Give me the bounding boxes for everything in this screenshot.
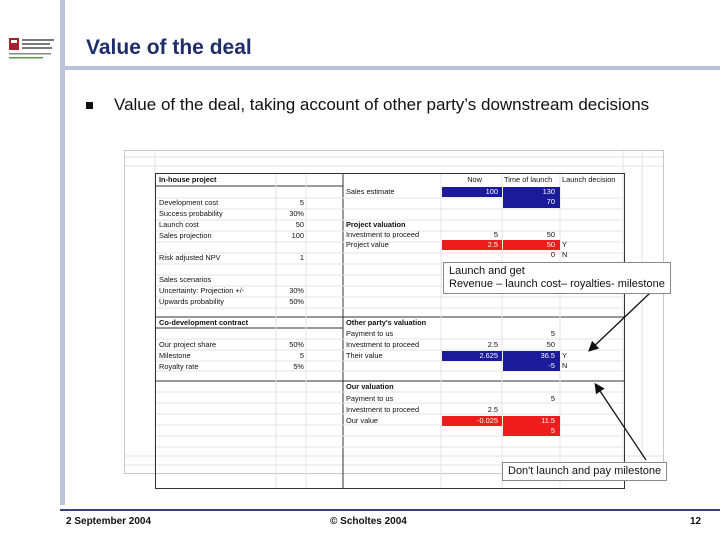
- sales-estimate-up: 130: [542, 187, 555, 196]
- project-value-label: Project value: [346, 240, 389, 249]
- sales-estimate-down: 70: [546, 197, 555, 206]
- codev-investment-now: 2.5: [487, 340, 498, 349]
- investment-launch: 50: [546, 230, 555, 239]
- project-value-up-flag: Y: [562, 240, 567, 249]
- investment-now: 5: [493, 230, 498, 239]
- our-valuation-header: Our valuation: [346, 382, 394, 391]
- footer-date: 2 September 2004: [66, 516, 152, 527]
- milestone-value: 5: [299, 351, 304, 360]
- their-value-label: Their value: [346, 351, 383, 360]
- bullet-text: Value of the deal, taking account of other party’s downstream decisions: [114, 95, 650, 114]
- launch-arrow: [590, 293, 650, 350]
- project-share-value: 50%: [289, 340, 304, 349]
- project-share-label: Our project share: [159, 340, 217, 349]
- our-payment-label: Payment to us: [346, 394, 394, 403]
- project-value-down-flag: N: [562, 250, 568, 259]
- sales-scenarios-label: Sales scenarios: [159, 275, 212, 284]
- other-party-header: Other party's valuation: [346, 318, 427, 327]
- sales-projection-label: Sales projection: [159, 231, 212, 240]
- payment-value: 5: [550, 329, 555, 338]
- col-now: Now: [467, 175, 482, 184]
- launch-cost-label: Launch cost: [159, 220, 199, 229]
- project-valuation-header: Project valuation: [346, 220, 406, 229]
- footer-copyright: © Scholtes 2004: [330, 516, 407, 527]
- our-investment-label: Investment to proceed: [346, 405, 420, 414]
- success-prob-value: 30%: [289, 209, 304, 218]
- our-value-up: 11.5: [541, 416, 555, 425]
- dont-launch-arrow: [596, 385, 646, 460]
- their-value-down-flag: N: [562, 361, 568, 370]
- success-prob-label: Success probability: [159, 209, 223, 218]
- our-value-label: Our value: [346, 416, 379, 425]
- launch-callout: [443, 262, 671, 294]
- their-value-now: 2.625: [479, 351, 498, 360]
- milestone-label: Milestone: [159, 351, 191, 360]
- uncertainty-value: 30%: [289, 286, 304, 295]
- dont-launch-callout: Don't launch and pay milestone: [502, 462, 667, 481]
- their-value-up-flag: Y: [562, 351, 567, 360]
- risk-npv-value: 1: [299, 253, 304, 262]
- launch-cost-value: 50: [295, 220, 304, 229]
- dev-cost-label: Development cost: [159, 198, 219, 207]
- their-value-up: 36.5: [540, 351, 555, 360]
- payment-label: Payment to us: [346, 329, 394, 338]
- codev-investment-launch: 50: [546, 340, 555, 349]
- launch-callout-line2: Revenue – launch cost– royalties- milestone: [449, 278, 665, 290]
- investment-label: Investment to proceed: [346, 230, 420, 239]
- footer-divider: [60, 509, 720, 511]
- their-value-down: -5: [548, 361, 555, 370]
- upwards-prob-label: Upwards probability: [159, 297, 224, 306]
- col-launch-decision: Launch decision: [562, 175, 616, 184]
- royalty-label: Royalty rate: [159, 362, 199, 371]
- sales-estimate-now: 100: [485, 187, 498, 196]
- royalty-value: 5%: [293, 362, 304, 371]
- sales-estimate-label: Sales estimate: [346, 187, 395, 196]
- launch-callout-line1: Launch and get: [449, 265, 525, 277]
- page-number: 12: [690, 516, 702, 527]
- project-value-down: 0: [550, 250, 555, 259]
- our-value-now: -0.025: [477, 416, 498, 425]
- uncertainty-label: Uncertainty: Projection +/-: [159, 286, 245, 295]
- our-investment-now: 2.5: [487, 405, 498, 414]
- our-value-down: 5: [550, 426, 555, 435]
- col-time-of-launch: Time of launch: [504, 175, 553, 184]
- codev-investment-label: Investment to proceed: [346, 340, 420, 349]
- sales-projection-value: 100: [291, 231, 304, 240]
- dev-cost-value: 5: [299, 198, 304, 207]
- upwards-prob-value: 50%: [289, 297, 304, 306]
- risk-npv-label: Risk adjusted NPV: [159, 253, 221, 262]
- project-value-up: 50: [546, 240, 555, 249]
- inhouse-header: In-house project: [159, 175, 217, 184]
- slide-title: Value of the deal: [86, 36, 252, 59]
- our-payment-value: 5: [550, 394, 555, 403]
- codev-header: Co-development contract: [159, 318, 249, 327]
- project-value-now: 2.5: [487, 240, 498, 249]
